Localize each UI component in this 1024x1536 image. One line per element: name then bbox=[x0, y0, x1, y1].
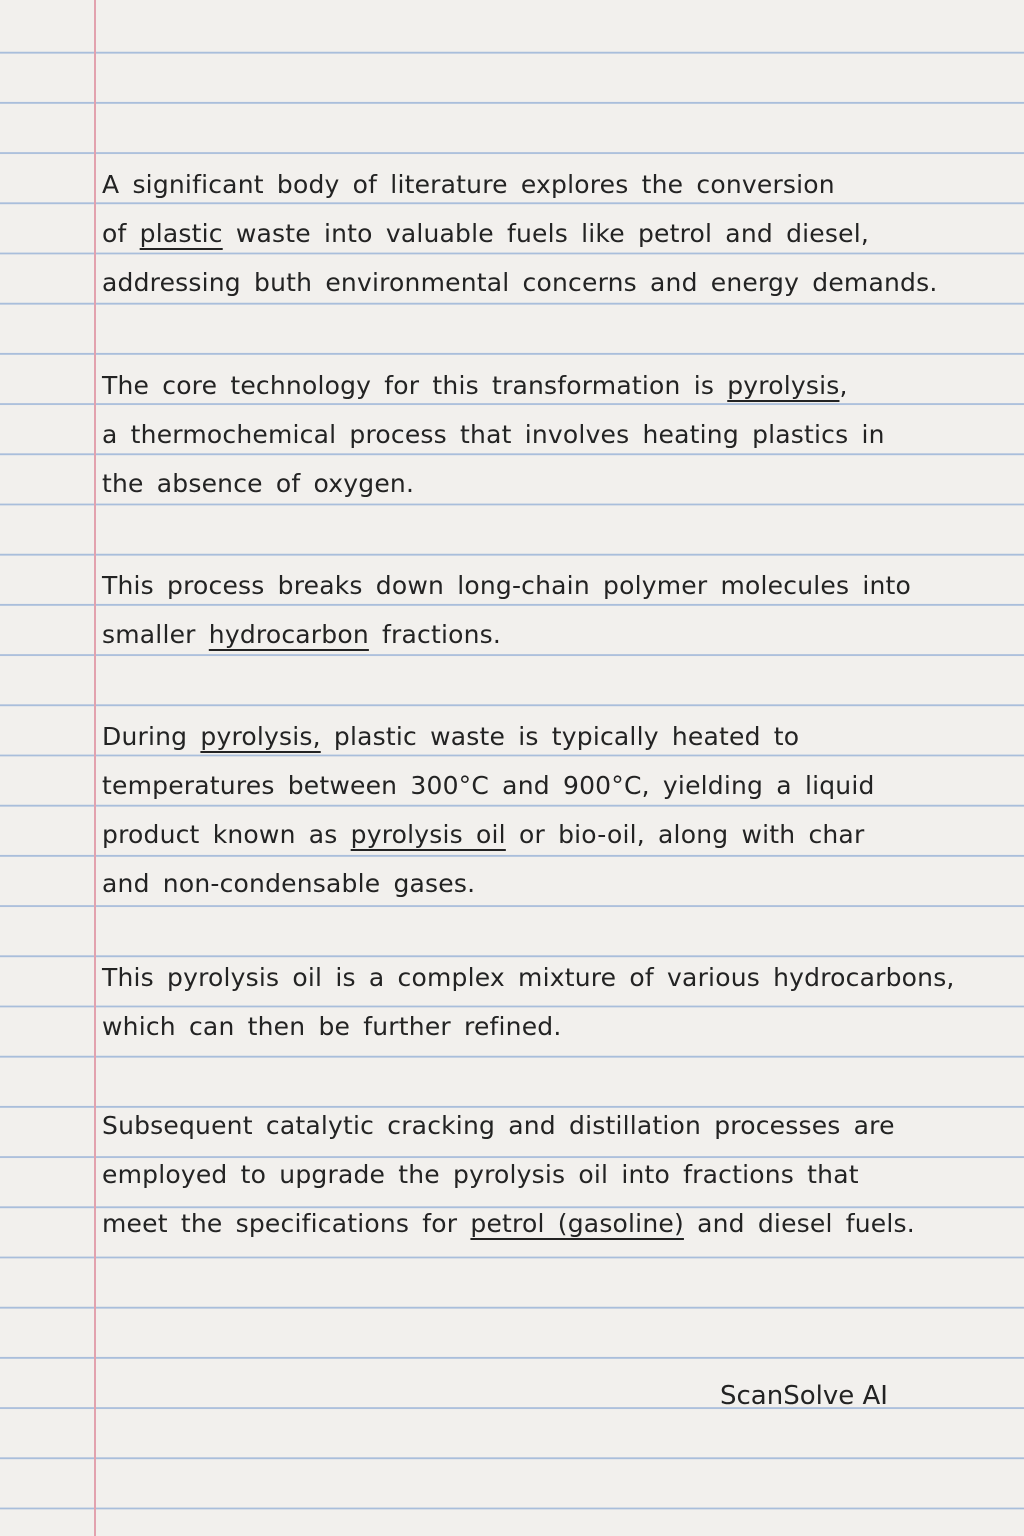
text-line bbox=[102, 561, 982, 610]
text-segment: waste into valuable fuels like petrol and diesel, bbox=[222, 219, 869, 248]
text-line bbox=[102, 953, 982, 1002]
text-segment: employed to upgrade the pyrolysis oil into fractions that bbox=[102, 1160, 859, 1189]
underlined-term: pyrolysis oil bbox=[350, 820, 506, 849]
text-line bbox=[102, 410, 982, 459]
text-segment: During bbox=[102, 722, 201, 751]
text-segment: A significant body of literature explores the conversion bbox=[102, 170, 835, 199]
underlined-term: pyrolysis bbox=[727, 371, 840, 400]
text-line bbox=[102, 859, 982, 908]
paragraph-1 bbox=[102, 160, 982, 307]
text-line bbox=[102, 810, 982, 859]
text-line bbox=[102, 258, 982, 307]
text-segment: and diesel fuels. bbox=[683, 1209, 915, 1238]
text-line bbox=[102, 610, 982, 659]
text-segment: Subsequent catalytic cracking and distillation processes are bbox=[102, 1111, 895, 1140]
paragraph-6 bbox=[102, 1101, 982, 1248]
text-segment: fractions. bbox=[368, 620, 502, 649]
text-line bbox=[102, 761, 982, 810]
text-segment: The core technology for this transformation is bbox=[102, 371, 728, 400]
text-segment: temperatures between 300°C and 900°C, yielding a liquid bbox=[102, 771, 875, 800]
signature: ScanSolve AI bbox=[720, 1381, 888, 1411]
text-segment: smaller bbox=[102, 620, 209, 649]
paragraph-3 bbox=[102, 561, 982, 659]
text-line bbox=[102, 1002, 982, 1051]
text-line bbox=[102, 459, 982, 508]
text-segment: product known as bbox=[102, 820, 351, 849]
text-segment: which can then be further refined. bbox=[102, 1012, 562, 1041]
text-segment: plastic waste is typically heated to bbox=[320, 722, 800, 751]
text-segment: or bio-oil, along with char bbox=[505, 820, 865, 849]
margin-line bbox=[94, 0, 96, 1536]
text-segment: , bbox=[839, 371, 848, 400]
underlined-term: plastic bbox=[139, 219, 223, 248]
text-segment: and non-condensable gases. bbox=[102, 869, 476, 898]
text-segment: the absence of oxygen. bbox=[102, 469, 415, 498]
text-segment: of bbox=[102, 219, 140, 248]
text-segment: This pyrolysis oil is a complex mixture of various hydrocarbons, bbox=[102, 963, 955, 992]
text-line bbox=[102, 1101, 982, 1150]
text-segment: addressing buth environmental concerns and energy demands. bbox=[102, 268, 938, 297]
text-line bbox=[102, 361, 982, 410]
underlined-term: pyrolysis, bbox=[200, 722, 321, 751]
paragraph-2 bbox=[102, 361, 982, 508]
underlined-term: petrol (gasoline) bbox=[470, 1209, 684, 1238]
text-segment: meet the specifications for bbox=[102, 1209, 471, 1238]
text-line bbox=[102, 1150, 982, 1199]
underlined-term: hydrocarbon bbox=[208, 620, 369, 649]
text-line bbox=[102, 160, 982, 209]
text-segment: a thermochemical process that involves heating plastics in bbox=[102, 420, 885, 449]
text-line bbox=[102, 209, 982, 258]
text-segment: This process breaks down long-chain polymer molecules into bbox=[102, 571, 912, 600]
text-line bbox=[102, 712, 982, 761]
paragraph-5 bbox=[102, 953, 982, 1051]
paragraph-4 bbox=[102, 712, 982, 908]
text-line bbox=[102, 1199, 982, 1248]
